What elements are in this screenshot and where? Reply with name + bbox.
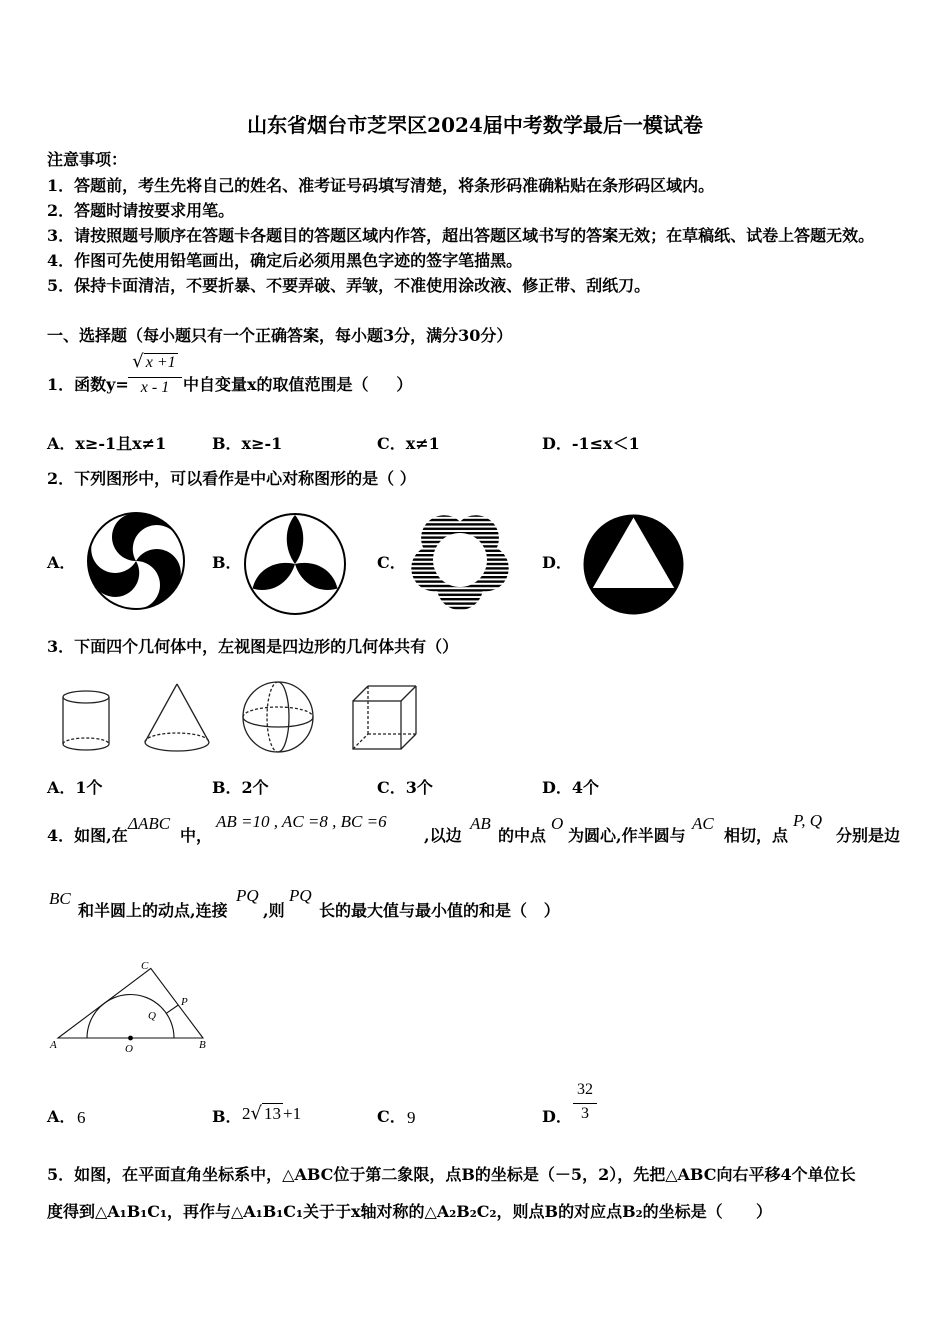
- q4-option-d-numerator: 32: [577, 1081, 593, 1098]
- q4-option-b-radicand: 13: [263, 1104, 281, 1123]
- q4-option-b-value: [242, 1104, 301, 1124]
- q3-option-c: C．3个: [377, 778, 433, 797]
- note-item-2: 2．答题时请按要求用笔。: [47, 201, 235, 220]
- cone-base-back: [145, 733, 209, 742]
- q1-stem-prefix: 1．函数y=: [47, 375, 129, 394]
- label-a: A: [50, 1039, 57, 1051]
- note-item-4: 4．作图可先使用铅笔画出，确定后必须用黑色字迹的签字笔描黑。: [47, 251, 523, 270]
- q4-text-8: 和半圆上的动点,连接: [78, 901, 228, 920]
- q2-label-c: C．: [377, 553, 406, 572]
- q4-text-1: 4．如图,在: [47, 826, 128, 845]
- q4-option-a-value: 6: [77, 1108, 86, 1127]
- q1-stem-suffix: 中自变量x的取值范围是（ ）: [183, 375, 413, 394]
- q1-numerator: [128, 352, 182, 373]
- q5-line-2: 度得到△A₁B₁C₁，再作与△A₁B₁C₁关于于x轴对称的△A₂B₂C₂，则点B的对应点B₂的坐标是（ ）: [47, 1202, 773, 1221]
- note-item-3: 3．请按照题号顺序在答题卡各题目的答题区域内作答，超出答题区域书写的答案无效；在草稿纸、试卷上答题无效。: [47, 226, 875, 245]
- center-circle: [433, 533, 487, 587]
- q4-figure-triangle-semicircle: [40, 955, 220, 1060]
- q4-option-d-denominator: 3: [581, 1105, 589, 1122]
- q1-radicand: x +1: [145, 354, 176, 371]
- segment-pq: [166, 1005, 178, 1013]
- q4-math-ab: AB: [470, 814, 491, 833]
- q4-text-4: 的中点: [498, 826, 547, 845]
- q5-line-1: 5．如图，在平面直角坐标系中，△ABC位于第二象限，点B的坐标是（－5，2），先把△ABC向右平移4个单位长: [47, 1165, 856, 1184]
- label-q: Q: [148, 1010, 156, 1022]
- q4-option-b-coef: 2: [242, 1104, 251, 1123]
- q1-option-b: B．x≥-1: [212, 434, 283, 453]
- q3-option-d: D．4个: [542, 778, 600, 797]
- cylinder-bottom-back: [63, 738, 109, 744]
- label-b: B: [199, 1039, 206, 1051]
- q3-option-a: A．1个: [47, 778, 103, 797]
- cone-base-front: [145, 742, 209, 751]
- q4-math-ac: AC: [692, 814, 714, 833]
- q4-option-d-fraction: [573, 1080, 597, 1124]
- label-o: O: [125, 1043, 133, 1055]
- q4-math-pq-points: P, Q: [793, 811, 822, 830]
- q1-option-d: D．-1≤x＜1: [542, 434, 640, 453]
- sphere-meridian-front: [278, 682, 289, 752]
- q4-option-c-value: 9: [407, 1108, 416, 1127]
- section-heading: 一、选择题（每小题只有一个正确答案，每小题3分，满分30分）: [47, 326, 513, 345]
- q2-figure-a-swirl: [84, 509, 188, 613]
- q3-figure-cone: [142, 680, 214, 760]
- q4-text-7: 分别是边: [836, 826, 901, 845]
- q2-label-a: A．: [47, 553, 76, 572]
- q1-denominator: x - 1: [140, 379, 170, 396]
- q4-math-triangle: ΔABC: [128, 814, 171, 833]
- q3-figure-cube: [349, 684, 421, 756]
- label-c: C: [141, 960, 149, 972]
- q3-figure-sphere: [240, 679, 316, 755]
- q3-stem: 3．下面四个几何体中，左视图是四边形的几何体共有（）: [47, 637, 459, 656]
- q2-label-b: B．: [212, 553, 242, 572]
- notes-heading: 注意事项：: [47, 150, 128, 169]
- cylinder-top: [63, 691, 109, 703]
- semicircle: [87, 995, 174, 1039]
- q1-fraction: [128, 352, 182, 398]
- q4-text-9: ,则: [263, 901, 285, 920]
- sphere-equator-front: [243, 717, 313, 727]
- q2-stem: 2．下列图形中，可以看作是中心对称图形的是（ ）: [47, 469, 416, 488]
- center-point-o: [128, 1036, 133, 1041]
- page-title: 山东省烟台市芝罘区2024届中考数学最后一模试卷: [247, 113, 703, 137]
- sphere-meridian-back: [267, 682, 278, 752]
- note-item-1: 1．答题前，考生先将自己的姓名、准考证号码填写清楚，将条形码准确粘贴在条形码区域内。: [47, 176, 715, 195]
- q4-text-5: 为圆心,作半圆与: [568, 826, 686, 845]
- q3-figure-cylinder: [58, 688, 114, 754]
- q2-figure-c-striped-flower: [410, 510, 510, 612]
- q4-text-10: 长的最大值与最小值的和是（ ）: [319, 901, 560, 920]
- cylinder-bottom-front: [63, 744, 109, 750]
- q4-option-d-label: D．: [542, 1107, 572, 1126]
- label-p: P: [181, 996, 188, 1008]
- q4-text-2: 中，: [180, 826, 213, 845]
- q4-option-a-label: A．: [47, 1107, 76, 1126]
- q2-figure-b-leaves: [243, 512, 347, 616]
- note-item-5: 5．保持卡面清洁，不要折暴、不要弄破、弄皱，不准使用涂改液、修正带、刮纸刀。: [47, 276, 651, 295]
- q4-option-b-rest: +1: [282, 1104, 302, 1123]
- q4-text-6: 相切，点: [724, 826, 789, 845]
- q4-text-3: ,以边: [424, 826, 462, 845]
- radical-sign: √: [250, 1103, 262, 1124]
- q1-option-c: C．x≠1: [377, 434, 440, 453]
- q4-math-sides: AB =10 , AC =8 , BC =6: [216, 812, 387, 831]
- sphere-equator-back: [243, 707, 313, 717]
- q2-label-d: D．: [542, 553, 572, 572]
- radical-sign: √: [132, 351, 144, 372]
- q4-math-pq-2: PQ: [289, 886, 312, 905]
- q4-option-c-label: C．: [377, 1107, 406, 1126]
- sphere-outline: [243, 682, 313, 752]
- q4-math-o: O: [551, 814, 564, 833]
- q1-option-a: A．x≥-1且x≠1: [47, 434, 167, 453]
- q2-figure-d-triangle-disc: [582, 513, 685, 616]
- q4-math-pq-1: PQ: [236, 886, 259, 905]
- q4-math-bc: BC: [49, 889, 71, 908]
- q3-option-b: B．2个: [212, 778, 269, 797]
- q4-option-b-label: B．: [212, 1107, 242, 1126]
